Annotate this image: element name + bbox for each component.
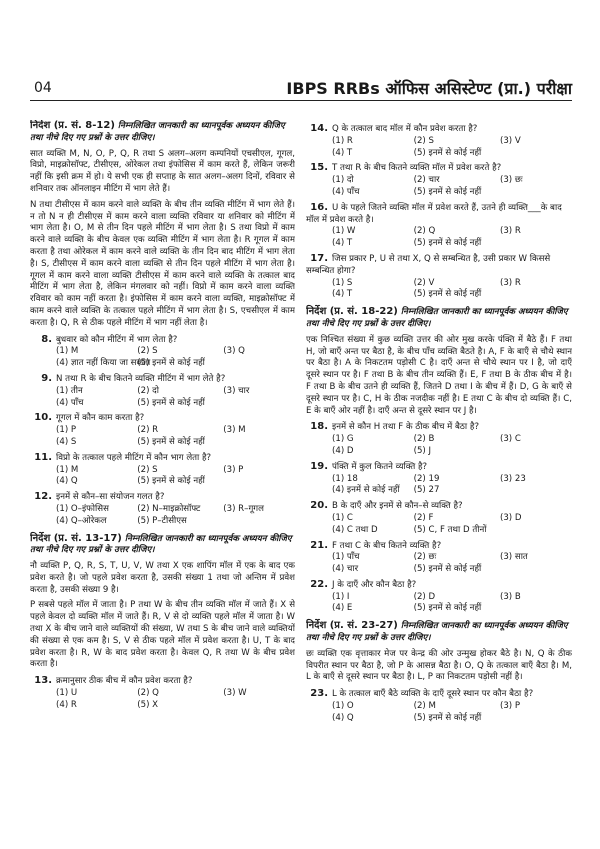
question-stem: T तथा R के बीच कितने व्यक्ति मॉल में प्रवेश करते है? [332,163,502,174]
passage-paragraph: नौ व्यक्ति P, Q, R, S, T, U, V, W तथा X एक शापिंग मॉल में एक के बाद एक प्रवेश करते है। जो पहले प्रवेश करता है, उसकी संख्या 1 तथा जो अन्तिम में प्रवेश करता है, उसकी संख्या 9 है। [30,561,295,595]
answer-option: (1) G [332,434,354,445]
answer-option: (1) W [332,226,356,237]
answer-options [306,701,572,725]
answer-option: (5) इनमें से कोई नहीं [413,186,482,197]
direction-23-27 [306,620,572,645]
direction-label: निर्देश (प्र. सं. 18-22) [306,306,398,318]
answer-option: (4) E [332,603,353,614]
answer-option: (4) इनमें से कोई नहीं [332,485,400,496]
question [306,421,572,457]
answer-option: (5) P–टीसीएस [137,515,187,526]
direction-18-22 [306,306,572,331]
answer-option: (1) O–इंफोसिस [56,503,109,514]
question-text [306,688,572,701]
answer-option: (4) चार [332,564,359,575]
question-text [306,461,572,474]
question-text [30,675,295,688]
question [306,253,572,301]
question-stem: Q के तत्काल बाद मॉल में कौन प्रवेश करता है? [332,124,478,134]
question-group-23 [306,688,572,724]
direction-8-12 [30,120,295,145]
question [30,334,295,370]
question-number: 22. [310,578,328,590]
answer-option: (1) I [332,591,350,602]
answer-option: (2) 19 [413,473,440,484]
question-stem: F तथा C के बीच कितने व्यक्ति है? [332,540,442,551]
question-number: 21. [310,539,328,551]
answer-option: (5) इनमें से कोई नहीं [413,603,482,614]
question-text [306,253,572,278]
answer-option: (4) T [332,238,353,249]
question [306,461,572,497]
answer-option: (3) P [223,464,244,475]
answer-options [306,474,572,498]
question-stem: इनमें से कौन H तथा F के ठीक बीच में बैठा है? [332,422,480,433]
question-stem: N तथा R के बीच कितने व्यक्ति मीटिंग में भाग लेते है? [56,373,226,384]
question-number: 20. [310,500,328,512]
answer-option: (5) इनमें से कोई नहीं [137,476,205,487]
answer-option: (5) 27 [413,485,440,496]
question-number: 19. [310,460,328,472]
answer-option: (1) P [56,425,77,436]
question-group-13 [30,675,295,711]
question-group-8-12 [30,334,295,528]
answer-option: (3) W [223,688,247,699]
answer-option: (1) M [56,464,79,475]
question [306,123,572,159]
answer-option: (2) F [413,512,434,523]
answer-options [306,136,572,160]
direction-label: निर्देश (प्र. सं. 13-17) [30,532,122,544]
question-text [306,500,572,513]
answer-option: (4) C तथा D [332,524,378,535]
answer-option: (2) S [413,135,434,146]
direction-13-17 [30,533,295,558]
answer-option: (1) दो [332,175,354,186]
answer-options [30,346,295,370]
answer-option: (2) दो [137,385,159,396]
question-number: 23. [310,688,328,700]
answer-option: (2) R [137,425,159,436]
question-text [306,123,572,136]
question-number: 8. [41,333,52,345]
question [306,540,572,576]
answer-option: (3) छः [499,175,523,186]
question-number: 16. [310,201,328,213]
answer-option: (4) S [56,436,77,447]
question-number: 17. [310,252,328,264]
answer-options [306,226,572,250]
answer-option: (3) R [499,226,521,237]
answer-option: (2) Q [137,688,159,699]
answer-option: (2) चार [413,175,440,186]
answer-option: (2) S [137,346,158,357]
question [30,412,295,448]
passage-paragraph: एक निश्चित संख्या में कुछ व्यक्ति उत्तर की ओर मुख करके पंक्ति में बैठे हैं। F तथा H, जो बाएँ अन्त पर बैठा है, के बीच पाँच व्यक्ति बैठते है। A, F के बाएँ से चौथे स्थान पर बैठा है। A के निकटतम पड़ोसी C है। दाएँ अन्त से चौथे स्थान पर I है, जो दाएँ दूसरे स्थान पर है। F तथा B के बीच तीन व्यक्ति हैं। E, F तथा B के ठीक बीच में है। F तथा B के बीच उतने ही व्यक्ति हैं, जितने D तथा I के बीच में हैं। D, G के बाएँ से दूसरे स्थान पर है। C, H के ठीक नजदीक नहीं है। E तथा C के बीच दो व्यक्ति हैं। C, E के बाएँ ओर नहीं है। दाएँ अन्त से दूसरे स्थान पर J है। [306,334,572,416]
question [30,675,295,711]
question-stem: U के पहले जितने व्यक्ति मॉल में प्रवेश करते हैं, उतने ही व्यक्ति___के बाद मॉल में प्रवेश करते है। [306,202,562,225]
answer-option: (5) इनमें से कोई नहीं [413,564,482,575]
question-stem: गूगल में कौन काम करता है? [56,413,145,424]
answer-option: (4) पाँच [56,397,84,408]
question-stem: जिस प्रकार P, U से तथा X, Q से सम्बन्धित है, उसी प्रकार W किससे सम्बन्धित होगा? [306,253,551,276]
answer-option: (3) R–गूगल [223,503,264,514]
answer-option: (1) O [332,701,354,712]
answer-option: (1) C [332,512,353,523]
answer-option: (5) इनमें से कोई नहीं [137,397,205,408]
question-number: 18. [310,421,328,433]
question-stem: L के तत्काल बाएँ बैठे व्यक्ति के दाएँ दूसरे स्थान पर कौन बैठा है? [332,689,534,700]
direction-text: निम्नलिखित जानकारी का ध्यानपूर्वक अध्ययन कीजिए तथा नीचे दिए गए प्रश्नों के उत्तर दीजिए। [306,621,568,644]
question-text [306,202,572,227]
answer-options [30,465,295,489]
answer-options [30,425,295,449]
answer-option: (4) Q [332,712,354,723]
answer-options [306,552,572,576]
answer-option: (4) ज्ञात नहीं किया जा सकता [56,358,151,369]
answer-option: (4) Q [56,476,78,487]
question-number: 14. [310,123,328,134]
question [30,491,295,527]
answer-options [306,278,572,302]
answer-option: (2) N–माइक्रोसॉफ्ट [137,503,201,514]
answer-option: (5) इनमें से कोई नहीं [137,436,205,447]
answer-option: (3) Q [223,346,245,357]
answer-option: (2) छः [413,552,437,563]
question [30,373,295,409]
answer-option: (3) M [223,425,246,436]
question-stem: इनमें से कौन–सा संयोजन गलत है? [56,492,165,503]
question-text [30,334,295,347]
right-column [306,120,572,725]
answer-option: (1) U [56,688,78,699]
question-number: 15. [310,162,328,174]
direction-text: निम्नलिखित जानकारी का ध्यानपूर्वक अध्ययन कीजिए तथा नीचे दिए गए प्रश्नों के उत्तर दीजिए। [30,121,285,143]
answer-options [30,688,295,712]
answer-option: (5) इनमें से कोई नहीं [137,358,205,369]
answer-option: (4) पाँच [332,186,360,197]
direction-text: निम्नलिखित जानकारी का ध्यानपूर्वक अध्ययन कीजिए तथा नीचे दिए गए प्रश्नों के उत्तर दीजिए। [30,533,292,556]
answer-option: (2) D [413,591,436,602]
answer-option: (2) M [413,701,436,712]
answer-option: (2) Q [413,226,436,237]
page-number: 04 [34,80,52,96]
question-number: 12. [34,491,52,503]
answer-option: (1) 18 [332,473,358,484]
question-text [30,452,295,465]
direction-label: निर्देश (प्र. सं. 23-27) [306,620,398,632]
answer-option: (4) T [332,289,353,300]
passage-paragraph: छः व्यक्ति एक वृत्ताकार मेज पर केन्द्र की ओर उन्मुख होकर बैठे है। N, Q के ठीक विपरीत स्थान पर बैठा है, जो P के आसन्न बैठा है। O, Q के तत्काल बाएँ बैठा है। M, L के बाएँ से दूसरे स्थान पर बैठा है। L, P का निकटतम पड़ोसी नहीं है। [306,648,572,683]
answer-option: (3) चार [223,385,250,396]
answer-option: (3) V [499,135,521,146]
answer-option: (3) R [499,277,521,288]
question-text [306,162,572,175]
question-number: 10. [34,412,52,424]
answer-option: (2) V [413,277,435,288]
answer-options [306,175,572,199]
left-column [30,120,295,712]
question-stem: B के दाएँ और इनमें से कौन–से व्यक्ति है? [332,501,463,512]
answer-option: (5) J [413,445,432,456]
answer-options [30,386,295,410]
question-stem: पंक्ति में कुल कितने व्यक्ति है? [332,461,428,472]
answer-option: (1) R [332,135,353,146]
question-text [306,540,572,553]
answer-options [306,592,572,616]
direction-text: निम्नलिखित जानकारी का ध्यानपूर्वक अध्ययन कीजिए तथा नीचे दिए गए प्रश्नों के उत्तर दीजिए। [306,307,568,329]
answer-option: (3) C [499,434,521,445]
answer-option: (3) D [499,512,522,523]
passage-paragraph: N तथा टीसीएस में काम करने वाले व्यक्ति के बीच तीन व्यक्ति मीटिंग में भाग लेते हैं। न तो N न ही टीसीएस में काम करने वाला व्यक्ति रविवार या शनिवार को मीटिंग में भाग लेता है। O, M से तीन दिन पहले मीटिंग में भाग लेता है। S तथा विप्रो में काम करने वाले व्यक्ति के बीच केवल एक व्यक्ति मीटिंग में भाग लेता है। R गूगल में काम करता है तथा ओरेकल में काम करने वाले व्यक्ति के तीन दिन बाद मीटिंग में भाग लेता है। S, टीसीएस में काम करने वाला व्यक्ति से तीन दिन पहले मीटिंग में भाग लेता है। गूगल में काम करने वाला व्यक्ति टीसीएस में काम करने वाले व्यक्ति के तत्काल बाद मीटिंग में भाग लेता है, लेकिन मंगलवार को नहीं। विप्रो में काम करने वाला व्यक्ति रविवार को काम नहीं करता है। इंफोसिस में काम करने वाला व्यक्ति, माइक्रोसॉफ्ट में काम करने वाले व्यक्ति के तत्काल पहले मीटिंग में भाग लेता है। S, एचसीएल में काम करता है। Q, R से ठीक पहले मीटिंग में भाग नहीं लेता है। [30,199,295,328]
question [30,452,295,488]
answer-option: (1) तीन [56,385,83,396]
answer-option: (2) B [413,434,435,445]
answer-option: (4) D [332,445,354,456]
question [306,579,572,615]
answer-option: (3) 23 [499,473,526,484]
answer-option: (5) इनमें से कोई नहीं [413,289,482,300]
answer-option: (1) M [56,346,79,357]
question-stem: बुधवार को कौन मीटिंग में भाग लेता है? [56,334,178,345]
question-number: 11. [34,451,52,463]
direction-label: निर्देश (प्र. सं. 8-12) [30,120,115,131]
answer-options [30,504,295,528]
question [306,500,572,536]
passage-paragraph: सात व्यक्ति M, N, O, P, Q, R तथा S अलग–अलग कम्पनियों एचसीएल, गूगल, विप्रो, माइक्रोसॉफ्ट, टीसीएस, ओरेकल तथा इंफोसिस में काम करते हैं, लेकिन जरूरी नहीं कि इसी क्रम में हो। ये सभी एक ही सप्ताह के सात अलग–अलग दिनों, रविवार से शनिवार तक ऑनलाइन मीटिंग में भाग लेते हैं। [30,148,295,194]
answer-option: (1) पाँच [332,552,360,563]
question-number: 13. [34,675,52,687]
question-stem: J के दाएँ और कौन बैठा है? [332,579,417,590]
answer-option: (3) सात [499,552,528,563]
answer-option: (5) X [137,699,159,710]
question-text [306,579,572,592]
answer-option: (5) इनमें से कोई नहीं [413,712,482,723]
question-text [30,373,295,386]
question [306,202,572,250]
answer-options [306,434,572,458]
question [306,688,572,724]
question-text [30,491,295,504]
question-number: 9. [41,372,52,384]
question-group-18-22 [306,421,572,615]
question-text [30,412,295,425]
answer-option: (4) Q–ओरेकल [56,515,107,526]
question-text [306,421,572,434]
question-stem: विप्रो के तत्काल पहले मीटिंग में कौन भाग लेता है? [56,452,212,463]
passage-paragraph: P सबसे पहले मॉल में जाता है। P तथा W के बीच तीन व्यक्ति मॉल में जाते हैं। X से पहले केवल दो व्यक्ति मॉल में जाते हैं। R, V से दो व्यक्ति पहले मॉल में जाता है। W तथा X के बीच जाने वाले व्यक्तियों की संख्या, W तथा S के बीच जाने वाले व्यक्तियों की संख्या से एक कम है। S, V से ठीक पहले मॉल में प्रवेश करता है। U, T के बाद प्रवेश करता है। R, W के बाद प्रवेश करता है। केवल Q, R तथा W के बीच प्रवेश करता है। [30,600,295,670]
answer-option: (3) B [499,591,521,602]
answer-option: (4) R [56,699,77,710]
answer-option: (2) S [137,464,158,475]
answer-option: (4) T [332,147,353,158]
answer-option: (5) इनमें से कोई नहीं [413,238,482,249]
answer-options [306,513,572,537]
answer-option: (3) P [499,701,521,712]
answer-option: (1) S [332,277,353,288]
answer-option: (5) इनमें से कोई नहीं [413,147,482,158]
answer-option: (5) C, F तथा D तीनों [413,524,487,535]
question-stem: क्रमानुसार ठीक बीच में कौन प्रवेश करता है? [56,676,193,687]
exam-title: IBPS RRBs ऑफिस असिस्टेण्ट (प्रा.) परीक्षा [286,79,572,98]
question-group-14-17 [306,123,572,301]
header-divider [30,100,572,101]
question [306,162,572,198]
